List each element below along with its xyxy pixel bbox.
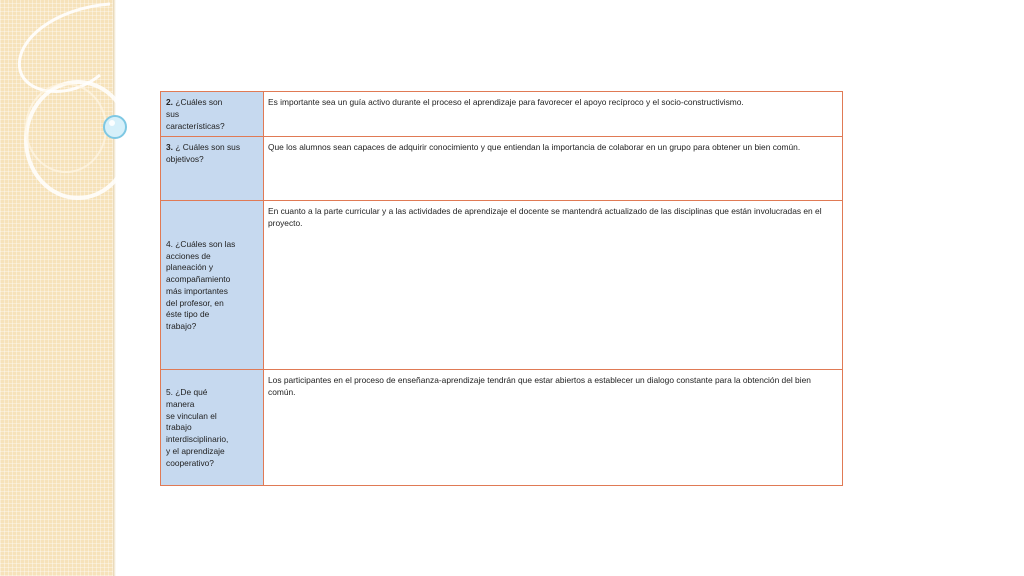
question-cell: [161, 92, 264, 137]
table-row: [161, 370, 843, 486]
question-number: 3.: [166, 142, 173, 153]
answer-cell: Es importante sea un guía activo durante el proceso el aprendizaje para favorecer el apoyo recíproco y el socio-constructivismo.: [264, 92, 843, 137]
question-text: 4. ¿Cuáles son las acciones de planeación y acompañamiento más importantes del profesor, en éste tipo de trabajo?: [166, 238, 236, 332]
question-text: 5. ¿De qué manera se vinculan el trabajo interdisciplinario, y el aprendizaje cooperativo?: [166, 387, 229, 468]
question-text: ¿Cuáles son sus características?: [166, 97, 225, 131]
question-text: ¿ Cuáles son sus objetivos?: [166, 142, 241, 165]
answer-cell: Los participantes en el proceso de enseñanza-aprendizaje tendrán que estar abiertos a establecer un dialogo constante para la obtención del bien común.: [264, 370, 843, 486]
question-number: 2.: [166, 97, 173, 107]
answer-cell: Que los alumnos sean capaces de adquirir conocimiento y que entiendan la importancia de colaborar en un grupo para obtener un bien común.: [264, 137, 843, 201]
question-cell: [161, 137, 264, 201]
decorative-ring-inner: [26, 84, 106, 172]
decorative-bubble: [104, 116, 126, 138]
questions-table: [160, 91, 843, 486]
decorative-ring-large: [26, 82, 130, 198]
table-row: [161, 137, 843, 201]
answer-cell: En cuanto a la parte curricular y a las actividades de aprendizaje el docente se mantendrá actualizado de las disciplinas que están involucradas en el proyecto.: [264, 201, 843, 370]
decorative-rings: [0, 0, 170, 210]
decorative-bubble-highlight: [109, 120, 115, 126]
question-cell: [161, 370, 264, 486]
question-cell: [161, 201, 264, 370]
table-row: [161, 92, 843, 137]
decorative-arc-top: [19, 4, 110, 91]
table-row: [161, 201, 843, 370]
